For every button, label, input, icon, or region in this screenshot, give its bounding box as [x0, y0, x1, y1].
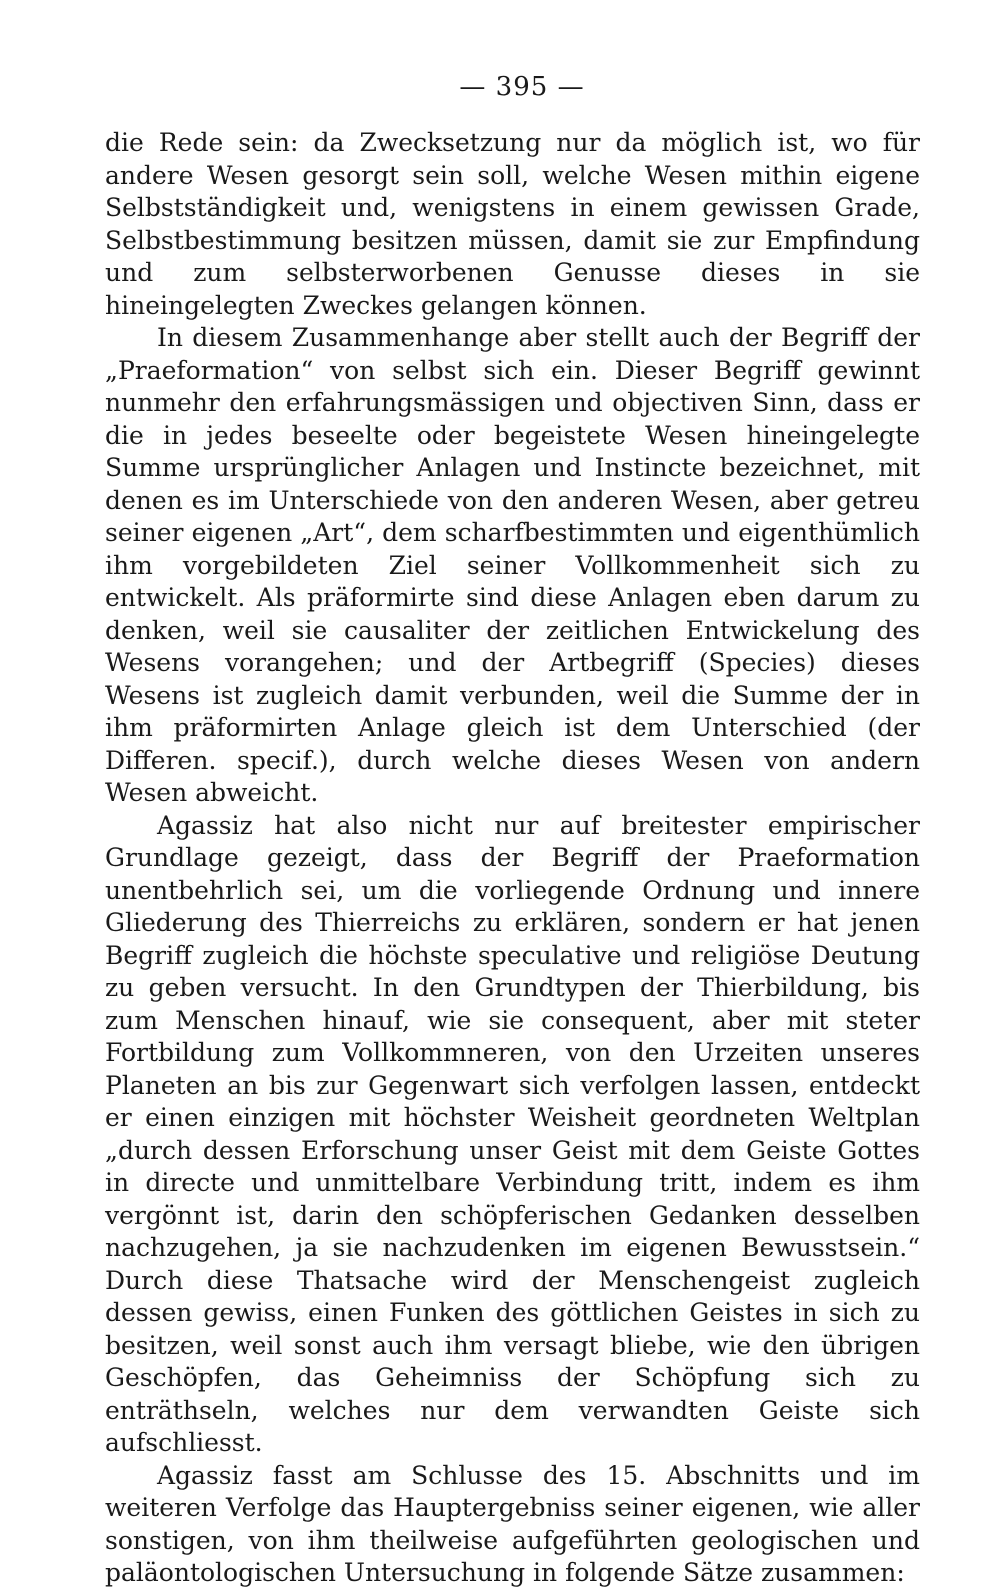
paragraph-2: In diesem Zusammenhange aber stellt auch der Begriff der „Praeformation“ von selbst sich ein. Dieser Begriff gewinnt nunmehr den erfahrungsmässigen und objectiven Sinn, dass er die in jedes beseelte oder begeistete Wesen hineingelegte Summe ursprünglicher Anlagen und Instincte bezeichnet, mit denen es im Unterschiede von den anderen Wesen, aber getreu seiner eigenen „Art“, dem scharfbestimmten und eigenthümlich ihm vorgebildeten Ziel seiner Vollkommenheit sich zu entwickelt. Als präformirte sind diese Anlagen eben darum zu denken, weil sie causaliter der zeitlichen Entwickelung des Wesens vorangehen; und der Artbegriff (Species) dieses Wesens ist zugleich damit verbunden, weil die Summe der in ihm präformirten Anlage gleich ist dem Unterschied (der Differen. specif.), durch welche dieses Wesen von andern Wesen abweicht. — [105, 323, 920, 807]
paragraph-1: die Rede sein: da Zwecksetzung nur da möglich ist, wo für andere Wesen gesorgt sein soll, welche Wesen mithin eigene Selbstständigkeit und, wenigstens in einem gewissen Grade, Selbstbestimmung besitzen müssen, damit sie zur Empfindung und zum selbsterworbenen Genusse dieses in sie hineingelegten Zweckes gelangen können. — [105, 128, 920, 320]
paragraph-4: Agassiz fasst am Schlusse des 15. Abschnitts und im weiteren Verfolge das Hauptergebniss seiner eigenen, wie aller sonstigen, von ihm theilweise aufgeführten geologischen und paläontologischen Untersuchung in folgende Sätze zusammen: — [105, 1460, 920, 1587]
body-text — [105, 127, 920, 1590]
paragraph-3: Agassiz hat also nicht nur auf breitester empirischer Grundlage gezeigt, dass der Begriff der Praeformation unentbehrlich sei, um die vorliegende Ordnung und innere Gliederung des Thierreichs zu erklären, sondern er hat jenen Begriff zugleich die höchste speculative und religiöse Deutung zu geben versucht. In den Grundtypen der Thierbildung, bis zum Menschen hinauf, wie sie consequent, aber mit steter Fortbildung zum Vollkommneren, von den Urzeiten unseres Planeten an bis zur Gegenwart sich verfolgen lassen, entdeckt er einen einzigen mit höchster Weisheit geordneten Weltplan „durch dessen Erforschung unser Geist mit dem Geiste Gottes in directe und unmittelbare Verbindung tritt, indem es ihm vergönnt ist, darin den schöpferischen Gedanken desselben nachzugehen, ja sie nachzudenken im eigenen Bewusstsein.“ Durch diese Thatsache wird der Menschengeist zugleich dessen gewiss, einen Funken des göttlichen Geistes in sich zu besitzen, weil sonst auch ihm versagt bliebe, wie den übrigen Geschöpfen, das Geheimniss der Schöpfung sich zu enträthseln, welches nur dem verwandten Geiste sich aufschliesst. — [105, 810, 920, 1457]
page-number: — 395 — — [459, 72, 585, 102]
